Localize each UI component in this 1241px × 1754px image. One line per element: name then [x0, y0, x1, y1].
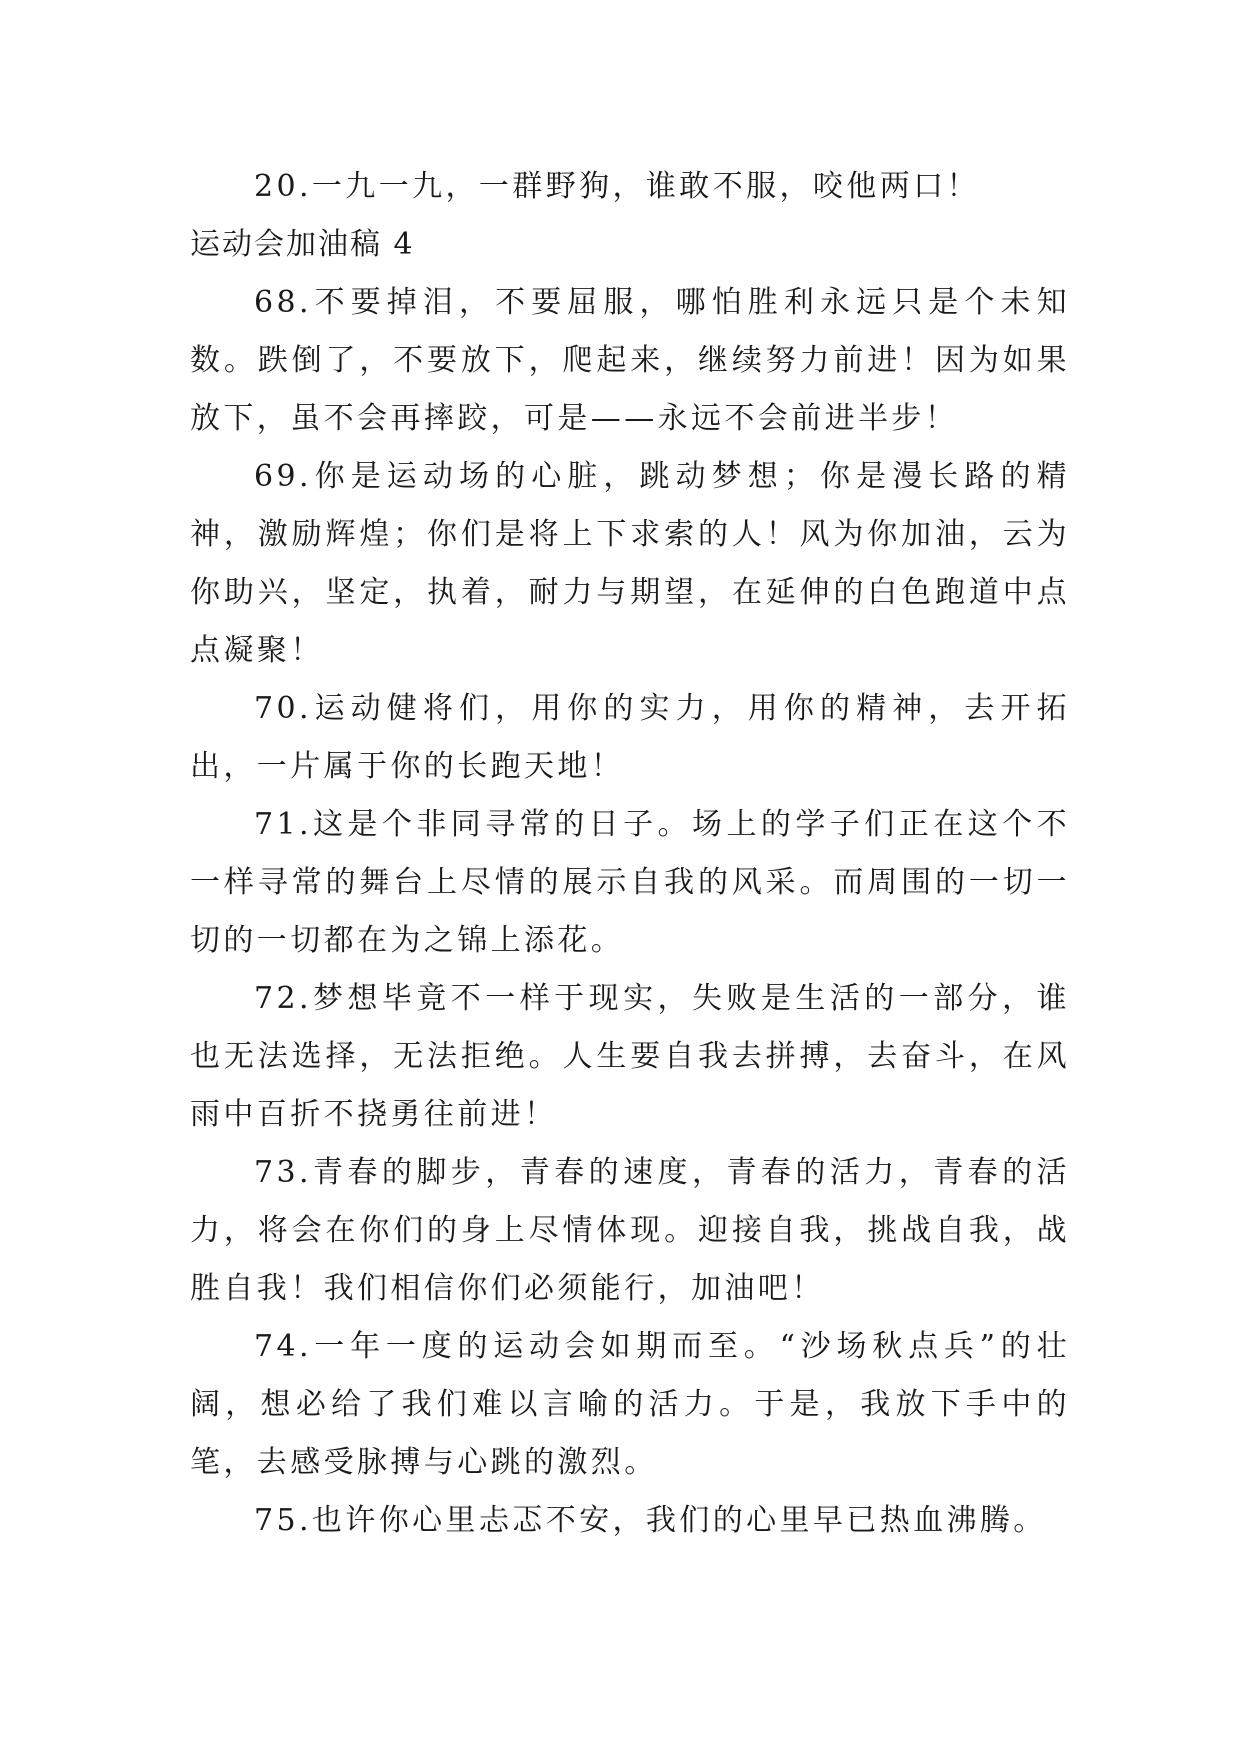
- section-heading: 运动会加油稿 4: [190, 227, 415, 262]
- paragraph-69: 69.你是运动场的心脏，跳动梦想；你是漫长路的精神，激励辉煌；你们是将上下求索的人！风为你加油，云为你助兴，坚定，执着，耐力与期望，在延伸的白色跑道中点点凝聚！: [190, 459, 1070, 668]
- document-body: [190, 158, 1070, 1550]
- paragraph-20: 20.一九一九，一群野狗，谁敢不服，咬他两口！: [254, 169, 980, 204]
- paragraph-73: 73.青春的脚步，青春的速度，青春的活力，青春的活力，将会在你们的身上尽情体现。迎接自我，挑战自我，战胜自我！我们相信你们必须能行，加油吧！: [190, 1155, 1070, 1306]
- paragraph-71: 71.这是个非同寻常的日子。场上的学子们正在这个不一样寻常的舞台上尽情的展示自我的风采。而周围的一切一切的一切都在为之锦上添花。: [190, 807, 1070, 958]
- paragraph-70: 70.运动健将们，用你的实力，用你的精神，去开拓出，一片属于你的长跑天地！: [190, 691, 1070, 784]
- paragraph-74: 74.一年一度的运动会如期而至。“沙场秋点兵”的壮阔，想必给了我们难以言喻的活力。于是，我放下手中的笔，去感受脉搏与心跳的激烈。: [190, 1329, 1070, 1480]
- paragraph-75: 75.也许你心里忐忑不安，我们的心里早已热血沸腾。: [254, 1503, 1047, 1538]
- paragraph-72: 72.梦想毕竟不一样于现实，失败是生活的一部分，谁也无法选择，无法拒绝。人生要自我去拼搏，去奋斗，在风雨中百折不挠勇往前进！: [190, 981, 1070, 1132]
- paragraph-68: 68.不要掉泪，不要屈服，哪怕胜利永远只是个未知数。跌倒了，不要放下，爬起来，继续努力前进！因为如果放下，虽不会再摔跤，可是——永远不会前进半步！: [190, 285, 1070, 436]
